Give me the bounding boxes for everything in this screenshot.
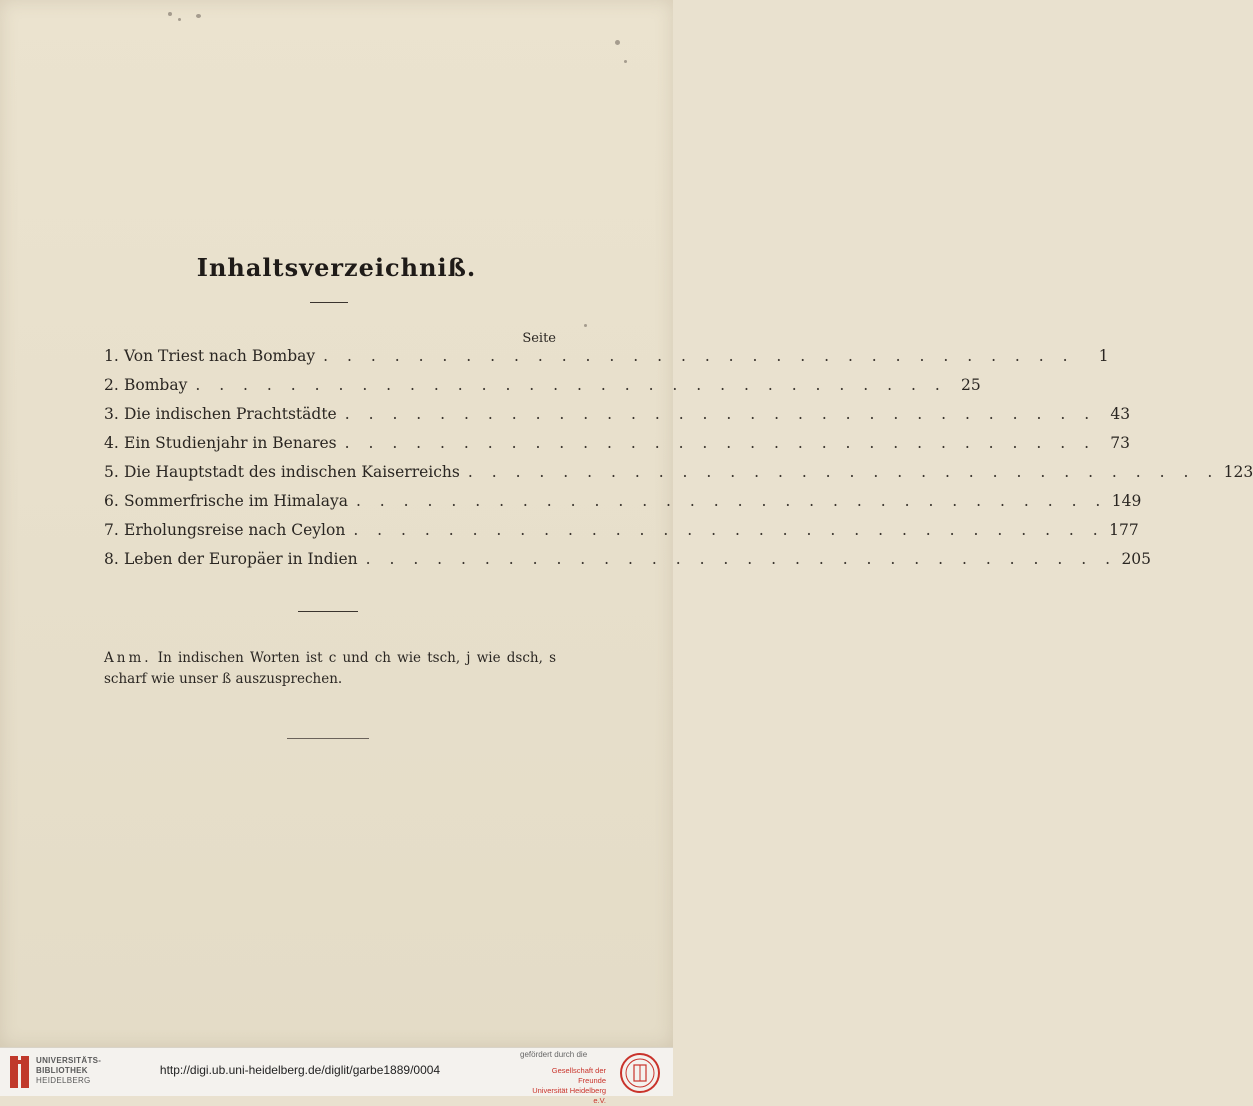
page-column-label: Seite: [522, 331, 556, 346]
toc-entry: [104, 516, 1139, 545]
toc-entry-number: 8.: [104, 550, 119, 568]
toc-entry-number: 7.: [104, 521, 119, 539]
toc-entry-number: 2.: [104, 376, 119, 394]
library-name-line: HEIDELBERG: [36, 1076, 91, 1085]
paper-speck: [624, 60, 627, 63]
toc-entry: [104, 400, 1131, 429]
library-name-line: UNIVERSITÄTS-: [36, 1056, 102, 1065]
paper-speck: [168, 12, 172, 16]
dot-leader: . . . . . . . . . . . . . . . . . . . . . . . . . . . . . . . .: [353, 521, 1105, 539]
university-seal-icon: [619, 1052, 661, 1094]
dot-leader: . . . . . . . . . . . . . . . . . . . . . . . . . . . . . . . .: [355, 492, 1108, 510]
toc-entry-title: Erholungsreise nach Ceylon: [124, 521, 346, 539]
sponsor-name-line: Gesellschaft der Freunde: [551, 1066, 606, 1085]
toc-entry-page: 177: [1109, 521, 1139, 539]
section-rule: [298, 611, 358, 612]
toc-entry-page: 73: [1110, 434, 1131, 452]
toc-entry-number: 4.: [104, 434, 119, 452]
toc-entry: [104, 371, 981, 400]
title-rule: [310, 302, 348, 303]
toc-entry-title: Ein Studienjahr in Benares: [124, 434, 337, 452]
toc-entry-title: Bombay: [124, 376, 188, 394]
paper-speck: [615, 40, 620, 45]
library-name: [36, 1056, 101, 1086]
paper-speck: [178, 18, 181, 21]
toc-entry-page: 123: [1223, 463, 1253, 481]
toc-entry-title: Von Triest nach Bombay: [124, 347, 316, 365]
footnote-text: In indischen Worten ist c und ch wie tsch, j wie dsch, s scharf wie unser ß auszusprechen.: [104, 650, 556, 687]
permalink-url[interactable]: http://digi.ub.uni-heidelberg.de/diglit/garbe1889/0004: [159, 1063, 441, 1077]
toc-entry: [104, 342, 1109, 371]
bottom-rule: [287, 738, 369, 739]
library-name-line: BIBLIOTHEK: [36, 1066, 88, 1075]
library-logo-icon: [8, 1054, 32, 1090]
toc-entry: [104, 487, 1142, 516]
toc-entry-number: 5.: [104, 463, 119, 481]
toc-entry: [104, 429, 1131, 458]
table-of-contents: [104, 342, 1253, 574]
toc-entry-page: 205: [1121, 550, 1152, 568]
toc-entry-number: 6.: [104, 492, 119, 510]
toc-entry-title: Sommerfrische im Himalaya: [124, 492, 348, 510]
toc-entry-number: 1.: [104, 347, 119, 365]
page-title: Inhaltsverzeichniß.: [196, 253, 477, 282]
dot-leader: . . . . . . . . . . . . . . . . . . . . . . . . . . . . . . . .: [344, 405, 1097, 423]
sponsor-label: gefördert durch die: [520, 1050, 588, 1059]
dot-leader: . . . . . . . . . . . . . . . . . . . . . . . . . . . . . . . .: [323, 347, 1075, 365]
dot-leader: . . . . . . . . . . . . . . . . . . . . . . . . . . . . . . . .: [344, 434, 1097, 452]
paper-speck: [584, 324, 587, 327]
toc-entry-title: Die Hauptstadt des indischen Kaiserreichs: [124, 463, 460, 481]
toc-entry-page: 1: [1098, 347, 1109, 365]
sponsor-name: [522, 1066, 606, 1106]
dot-leader: . . . . . . . . . . . . . . . . . . . . . . . . . . . . . . . .: [365, 550, 1118, 568]
toc-entry: [104, 458, 1253, 487]
paper-speck: [196, 14, 201, 18]
toc-entry: [104, 545, 1152, 574]
toc-entry-title: Leben der Europäer in Indien: [124, 550, 358, 568]
viewer-footer: [0, 1047, 673, 1105]
sponsor-name-line: Universität Heidelberg e.V.: [532, 1086, 606, 1105]
toc-entry-page: 149: [1111, 492, 1142, 510]
dot-leader: . . . . . . . . . . . . . . . . . . . . . . . . . . . . . . . .: [467, 463, 1220, 481]
dot-leader: . . . . . . . . . . . . . . . . . . . . . . . . . . . . . . . .: [195, 376, 947, 394]
toc-entry-title: Die indischen Prachtstädte: [124, 405, 337, 423]
toc-entry-number: 3.: [104, 405, 119, 423]
footnote-label: Anm.: [104, 650, 152, 666]
footnote: [104, 648, 556, 690]
toc-entry-page: 25: [961, 376, 981, 394]
toc-entry-page: 43: [1110, 405, 1131, 423]
